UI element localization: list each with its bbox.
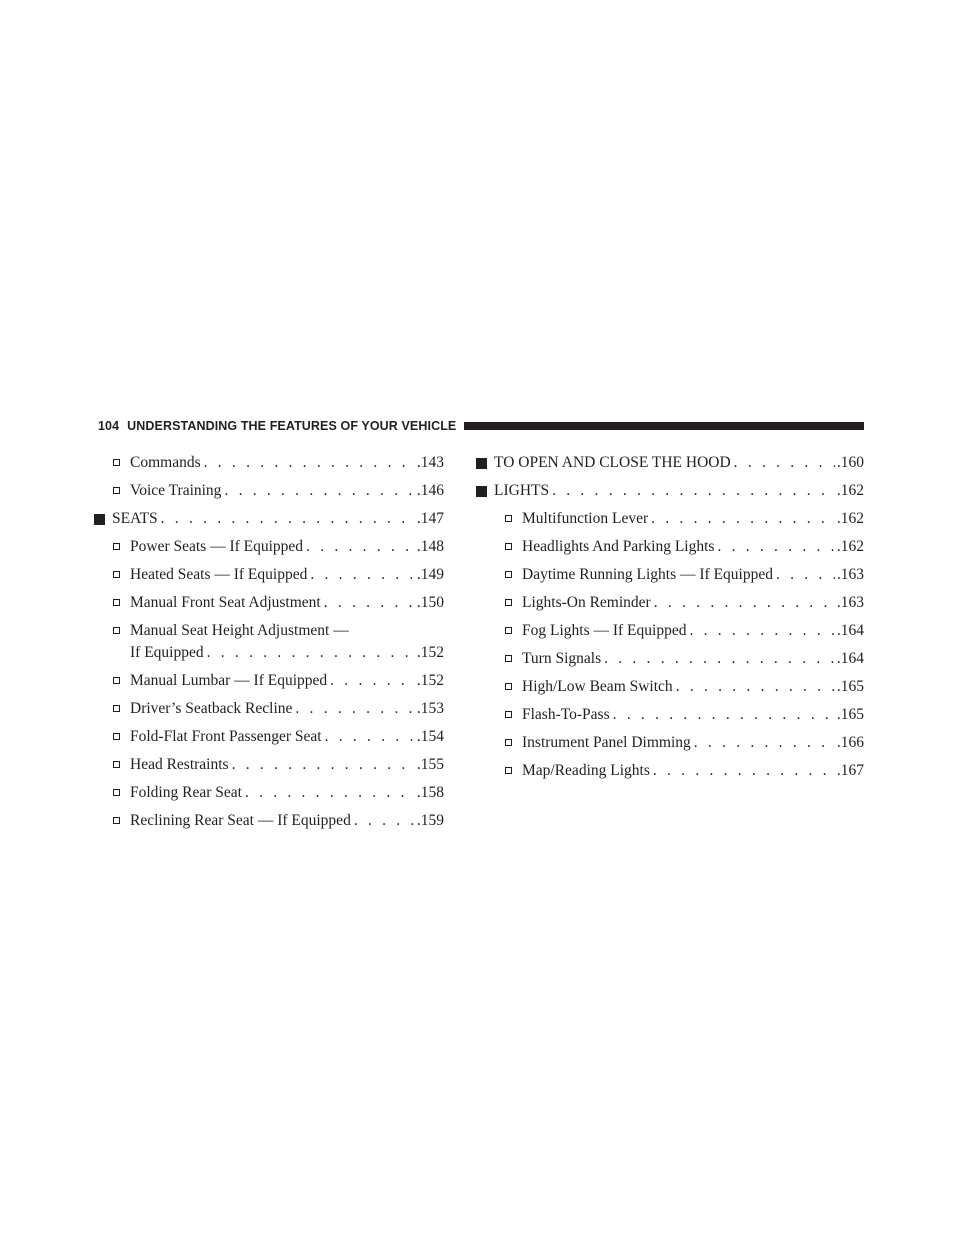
dot-leader: [204, 452, 415, 474]
toc-entry-page: .164: [836, 622, 864, 639]
dot-leader: [310, 564, 415, 586]
header-rule: [464, 422, 864, 430]
toc-entry-text-line1: Manual Seat Height Adjustment —: [130, 622, 349, 639]
toc-entry-text: Commands: [130, 454, 201, 471]
toc-entry-page: .143: [416, 454, 444, 471]
toc-entry-text: Voice Training: [130, 482, 222, 499]
toc-entry-text: Turn Signals: [522, 650, 602, 667]
toc-right-column: [476, 452, 864, 788]
toc-entry-page: .159: [416, 812, 444, 829]
toc-entry-page: .162: [836, 510, 864, 527]
toc-entry-text: Reclining Rear Seat — If Equipped: [130, 812, 351, 829]
dot-leader: [161, 508, 415, 530]
dot-leader: [306, 536, 415, 558]
toc-entry-text: Headlights And Parking Lights: [522, 538, 715, 555]
dot-leader: [676, 676, 835, 698]
toc-entry-driver-s-seatback-recline[interactable]: [112, 698, 444, 720]
toc-entry-page: .155: [416, 756, 444, 773]
dot-leader: [207, 642, 415, 664]
toc-entry-text: SEATS: [112, 510, 158, 527]
toc-entry-text: Lights-On Reminder: [522, 594, 651, 611]
toc-entry-text: If Equipped: [130, 644, 204, 661]
toc-entry-text: Fold-Flat Front Passenger Seat: [130, 728, 322, 745]
dot-leader: [324, 592, 415, 614]
toc-entry-instrument-panel-dimming[interactable]: [476, 732, 864, 754]
toc-entry-headlights-and-parking-lights[interactable]: [476, 536, 864, 558]
toc-entry-manual-lumbar-if-equipped[interactable]: [112, 670, 444, 692]
toc-entry-page: .162: [836, 538, 864, 555]
toc-entry-text: Instrument Panel Dimming: [522, 734, 691, 751]
toc-entry-page: .147: [416, 510, 444, 527]
dot-leader: [552, 480, 835, 502]
toc-entry-page: .163: [836, 566, 864, 583]
dot-leader: [245, 782, 415, 804]
toc-entry-page: .152: [416, 672, 444, 689]
toc-entry-text: Folding Rear Seat: [130, 784, 242, 801]
dot-leader: [325, 726, 415, 748]
toc-entry-flash-to-pass[interactable]: [476, 704, 864, 726]
dot-leader: [224, 480, 414, 502]
toc-entry-page: .166: [836, 734, 864, 751]
toc-entry-page: .146: [416, 482, 444, 499]
dot-leader: [295, 698, 414, 720]
toc-entry-high-low-beam-switch[interactable]: [476, 676, 864, 698]
page-header: [98, 416, 864, 436]
toc-entry-fold-flat-front-passenger-seat[interactable]: [112, 726, 444, 748]
dot-leader: [694, 732, 835, 754]
toc-entry-text: Power Seats — If Equipped: [130, 538, 304, 555]
toc-entry-page: .150: [416, 594, 444, 611]
toc-entry-lights[interactable]: [476, 480, 864, 502]
toc-entry-page: .160: [836, 454, 864, 471]
toc-entry-text: Manual Lumbar — If Equipped: [130, 672, 328, 689]
toc-entry-page: .164: [836, 650, 864, 667]
toc-entry-heated-seats-if-equipped[interactable]: [112, 564, 444, 586]
toc-entry-text: High/Low Beam Switch: [522, 678, 673, 695]
toc-entry-fog-lights-if-equipped[interactable]: [476, 620, 864, 642]
dot-leader: [717, 536, 834, 558]
toc-entry-text: Heated Seats — If Equipped: [130, 566, 308, 583]
dot-leader: [651, 508, 835, 530]
toc-entry-text: Head Restraints: [130, 756, 229, 773]
toc-entry-page: .149: [416, 566, 444, 583]
dot-leader: [613, 704, 835, 726]
toc-entry-text: Map/Reading Lights: [522, 762, 650, 779]
toc-entry-turn-signals[interactable]: [476, 648, 864, 670]
toc-entry-reclining-rear-seat-if-equipped[interactable]: [112, 810, 444, 832]
toc-entry-page: .152: [416, 644, 444, 661]
dot-leader: [734, 452, 835, 474]
toc-entry-text: Multifunction Lever: [522, 510, 649, 527]
page-number: 104: [98, 419, 120, 433]
toc-entry-page: .153: [416, 700, 444, 717]
toc-entry-manual-front-seat-adjustment[interactable]: [112, 592, 444, 614]
toc-entry-voice-training[interactable]: [112, 480, 444, 502]
toc-entry-text: LIGHTS: [494, 482, 550, 499]
dot-leader: [330, 670, 415, 692]
toc-entry-text: Driver’s Seatback Recline: [130, 700, 293, 717]
toc-entry-daytime-running-lights-if-equipped[interactable]: [476, 564, 864, 586]
section-title: UNDERSTANDING THE FEATURES OF YOUR VEHICLE: [127, 419, 457, 433]
toc-entry-text: Fog Lights — If Equipped: [522, 622, 687, 639]
toc-entry-text: TO OPEN AND CLOSE THE HOOD: [494, 454, 731, 471]
dot-leader: [604, 648, 835, 670]
toc-entry-page: .167: [836, 762, 864, 779]
toc-entry-power-seats-if-equipped[interactable]: [112, 536, 444, 558]
dot-leader: [689, 620, 834, 642]
toc-entry-to-open-and-close-the-hood[interactable]: [476, 452, 864, 474]
toc-entry-text: Daytime Running Lights — If Equipped: [522, 566, 773, 583]
toc-entry-head-restraints[interactable]: [112, 754, 444, 776]
toc-entry-page: .158: [416, 784, 444, 801]
dot-leader: [776, 564, 835, 586]
toc-left-column: [112, 452, 444, 838]
toc-entry-page: .165: [836, 678, 864, 695]
toc-entry-page: .148: [416, 538, 444, 555]
toc-entry-seats[interactable]: [94, 508, 444, 530]
toc-entry-page: .165: [836, 706, 864, 723]
toc-entry-page: .163: [836, 594, 864, 611]
dot-leader: [232, 754, 415, 776]
toc-entry-page: .154: [416, 728, 444, 745]
toc-entry-text: Flash-To-Pass: [522, 706, 610, 723]
toc-entry-multifunction-lever[interactable]: [476, 508, 864, 530]
toc-entry-manual-seat-height-adjustment[interactable]: [112, 620, 444, 664]
toc-entry-map-reading-lights[interactable]: [476, 760, 864, 782]
dot-leader: [654, 592, 835, 614]
dot-leader: [354, 810, 415, 832]
toc-entry-text: Manual Front Seat Adjustment: [130, 594, 321, 611]
dot-leader: [653, 760, 835, 782]
toc-entry-folding-rear-seat[interactable]: [112, 782, 444, 804]
toc-entry-commands[interactable]: [112, 452, 444, 474]
toc-entry-page: .162: [836, 482, 864, 499]
toc-entry-lights-on-reminder[interactable]: [476, 592, 864, 614]
